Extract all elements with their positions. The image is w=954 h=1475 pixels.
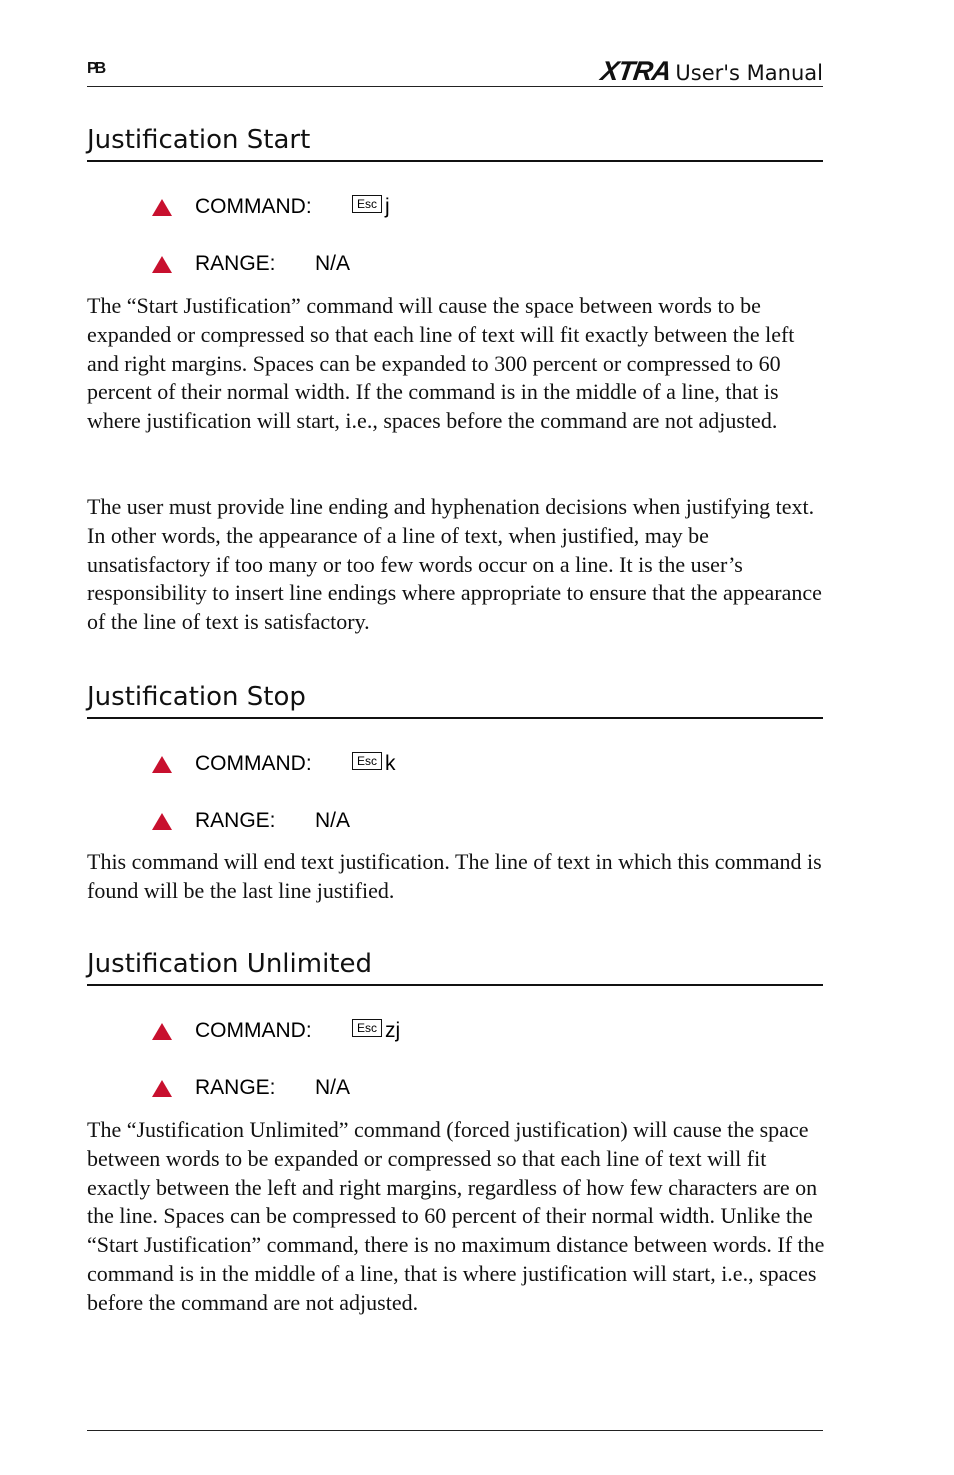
range-row [152, 1074, 350, 1102]
page-number: PB [87, 60, 104, 77]
footer-rule [87, 1430, 823, 1431]
section-title-justification-unlimited: Justification Unlimited [87, 948, 823, 986]
range-label: RANGE: [195, 1076, 276, 1099]
body-paragraph: The “Justification Unlimited” command (forced justification) will cause the space between words to be expanded or compressed so that each line of text will fit exactly between the left and right margins, regardless of how few characters are on the line. Spaces can be compressed to 60 percent of their normal width. Unlike the “Start Justification” command, there is no maximum distance between words. If the command is in the middle of a line, that is where justification will start, i.e., spaces before the command are not adjusted. [87, 1117, 825, 1315]
esc-key-icon: Esc [352, 1019, 382, 1037]
range-value: N/A [315, 809, 351, 832]
range-row [152, 807, 350, 835]
command-row [152, 1017, 400, 1045]
triangle-bullet-icon [152, 199, 172, 216]
esc-key-icon: Esc [352, 752, 382, 770]
range-row [152, 250, 350, 278]
body-paragraph: The “Start Justification” command will cause the space between words to be expanded or compressed so that each line of text will fit exactly between the left and right margins. Spaces can be expanded to 300 percent or compressed to 60 percent of their normal width. If the command is in the middle of a line, that is where justification will start, i.e., spaces before the command are not adjusted. [87, 293, 795, 434]
command-code: zj [385, 1019, 401, 1042]
triangle-bullet-icon [152, 1080, 172, 1097]
range-label: RANGE: [195, 252, 276, 275]
body-paragraph: The user must provide line ending and hyphenation decisions when justifying text. In other words, the appearance of a line of text, when justified, may be unsatisfactory if too many or too few words occur on a line. It is the user’s responsibility to insert line endings where appropriate to ensure that the appearance of the line of text is satisfactory. [87, 494, 822, 635]
command-code: j [385, 195, 390, 218]
body-paragraph: This command will end text justification. The line of text in which this command is found will be the last line justified. [87, 849, 822, 903]
section-title-justification-start: Justification Start [87, 124, 823, 162]
command-code: k [385, 752, 396, 775]
range-value: N/A [315, 252, 351, 275]
range-value: N/A [315, 1076, 351, 1099]
command-label: COMMAND: [195, 195, 312, 218]
command-label: COMMAND: [195, 752, 312, 775]
command-label: COMMAND: [195, 1019, 312, 1042]
triangle-bullet-icon [152, 1023, 172, 1040]
triangle-bullet-icon [152, 813, 172, 830]
xtra-logo: XTRA [598, 56, 673, 86]
command-row [152, 750, 396, 778]
esc-key-icon: Esc [352, 195, 382, 213]
range-label: RANGE: [195, 809, 276, 832]
manual-title: User's Manual [675, 61, 823, 85]
triangle-bullet-icon [152, 256, 172, 273]
page-header [87, 56, 823, 87]
header-brand [598, 56, 823, 87]
triangle-bullet-icon [152, 756, 172, 773]
section-title-justification-stop: Justification Stop [87, 681, 823, 719]
command-row [152, 193, 390, 221]
